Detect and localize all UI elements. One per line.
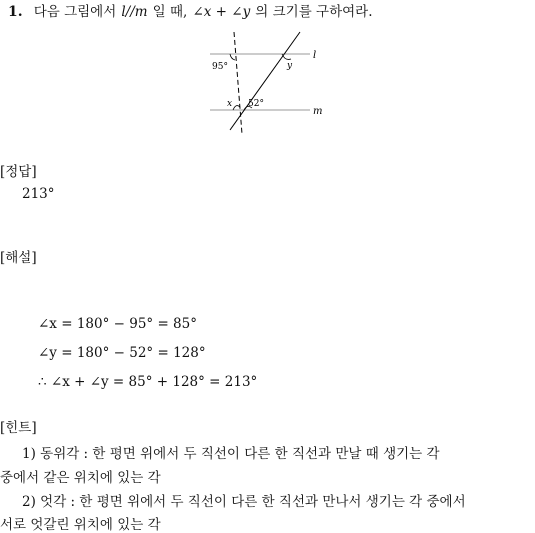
- hint-label: [힌트]: [0, 420, 37, 436]
- line-m-label: m: [313, 106, 323, 117]
- question-text-after: 의 크기를 구하여라.: [255, 4, 373, 20]
- hint-line-3: 2) 엇각 : 한 평면 위에서 두 직선이 다른 한 직선과 만나서 생기는 각 중에서: [22, 494, 466, 510]
- angle-52-label: 52°: [248, 99, 264, 109]
- angle-95-label: 95°: [212, 62, 228, 72]
- question-parallel-expr: l//m: [121, 4, 148, 20]
- question-line: [8, 0, 373, 20]
- angle-x-arc: [233, 106, 240, 110]
- solution-line-1: ∠x = 180° − 95° = 85°: [38, 316, 197, 332]
- angle-y-label: y: [287, 61, 293, 71]
- hint-line-1: 1) 동위각 : 한 평면 위에서 두 직선이 다른 한 직선과 만날 때 생기는 각: [22, 446, 440, 462]
- question-number: 1.: [8, 4, 23, 20]
- answer-label: [정답]: [0, 164, 37, 180]
- angle-95-arc: [230, 54, 235, 60]
- hint-line-4: 서로 엇갈린 위치에 있는 각: [0, 517, 161, 533]
- solution-label: [해설]: [0, 250, 37, 266]
- question-angle-expr: ∠x + ∠y: [192, 4, 251, 20]
- question-text-mid: 일 때,: [152, 4, 188, 20]
- angle-x-label: x: [227, 99, 233, 109]
- answer-value: 213°: [22, 186, 55, 202]
- question-text-before: 다음 그림에서: [33, 4, 117, 20]
- hint-line-2: 중에서 같은 위치에 있는 각: [0, 470, 161, 486]
- line-l-label: l: [313, 50, 317, 61]
- solution-line-2: ∠y = 180° − 52° = 128°: [38, 345, 206, 361]
- solution-line-3: ∴ ∠x + ∠y = 85° + 128° = 213°: [38, 374, 258, 390]
- parallel-lines-figure: [200, 28, 335, 140]
